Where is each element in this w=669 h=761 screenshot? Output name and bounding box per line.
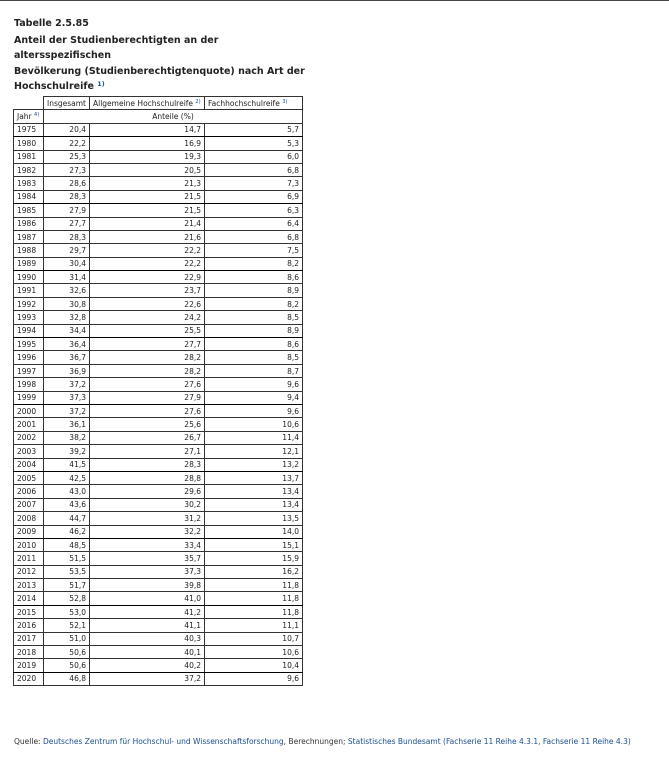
year-cell: 1983 xyxy=(14,177,44,190)
year-cell: 1986 xyxy=(14,217,44,230)
fachhochschul-cell: 10,4 xyxy=(205,659,303,672)
insgesamt-cell: 31,4 xyxy=(44,271,90,284)
table-row xyxy=(14,297,303,310)
table-row xyxy=(14,177,303,190)
allgemeine-cell: 41,2 xyxy=(90,605,205,618)
fachhochschul-cell: 8,7 xyxy=(205,364,303,377)
fachhochschul-cell: 8,2 xyxy=(205,257,303,270)
top-rule xyxy=(0,0,669,1)
title-line-2: Bevölkerung (Studienberechtigtenquote) nach Art der xyxy=(14,65,305,77)
insgesamt-cell: 39,2 xyxy=(44,445,90,458)
title-line-3: Hochschulreife xyxy=(14,81,94,92)
allgemeine-cell: 16,9 xyxy=(90,137,205,150)
table-row xyxy=(14,525,303,538)
fachhochschul-cell: 6,9 xyxy=(205,190,303,203)
table-row xyxy=(14,404,303,417)
table-row xyxy=(14,391,303,404)
year-cell: 1995 xyxy=(14,338,44,351)
fachhochschul-cell: 11,8 xyxy=(205,579,303,592)
source-link-fachserie-431[interactable]: Fachserie 11 Reihe 4.3.1 xyxy=(445,737,539,746)
insgesamt-cell: 36,4 xyxy=(44,338,90,351)
allgemeine-cell: 37,3 xyxy=(90,565,205,578)
year-cell: 1991 xyxy=(14,284,44,297)
fachhochschul-cell: 15,1 xyxy=(205,538,303,551)
header-jahr: Jahr $^{4)}$ xyxy=(14,110,44,123)
allgemeine-cell: 35,7 xyxy=(90,552,205,565)
insgesamt-cell: 46,8 xyxy=(44,672,90,685)
fachhochschul-cell: 7,3 xyxy=(205,177,303,190)
table-row xyxy=(14,445,303,458)
year-cell: 1998 xyxy=(14,378,44,391)
table-row xyxy=(14,137,303,150)
fachhochschul-cell: 6,4 xyxy=(205,217,303,230)
header-blank-cell xyxy=(14,97,44,110)
year-cell: 2001 xyxy=(14,418,44,431)
table-row xyxy=(14,271,303,284)
fachhochschul-cell: 11,4 xyxy=(205,431,303,444)
source-link-dzhw[interactable]: Deutsches Zentrum für Hochschul- und Wissenschaftsforschung xyxy=(42,737,284,746)
insgesamt-cell: 43,6 xyxy=(44,498,90,511)
insgesamt-cell: 37,2 xyxy=(44,404,90,417)
allgemeine-cell: 21,4 xyxy=(90,217,205,230)
year-cell: 2020 xyxy=(14,672,44,685)
allgemeine-cell: 27,1 xyxy=(90,445,205,458)
allgemeine-cell: 27,6 xyxy=(90,404,205,417)
source-footer xyxy=(14,737,631,746)
table-number: Tabelle 2.5.85 xyxy=(14,18,89,29)
insgesamt-cell: 42,5 xyxy=(44,471,90,484)
table-row xyxy=(14,498,303,511)
table-row xyxy=(14,512,303,525)
source-paren-close: ) xyxy=(627,737,631,746)
source-link-fachserie-43[interactable]: Fachserie 11 Reihe 4.3 xyxy=(542,737,628,746)
year-cell: 2004 xyxy=(14,458,44,471)
insgesamt-cell: 38,2 xyxy=(44,431,90,444)
allgemeine-cell: 27,9 xyxy=(90,391,205,404)
year-cell: 2005 xyxy=(14,471,44,484)
year-cell: 2011 xyxy=(14,552,44,565)
fachhochschul-cell: 9,6 xyxy=(205,404,303,417)
year-cell: 1987 xyxy=(14,230,44,243)
allgemeine-cell: 25,5 xyxy=(90,324,205,337)
fachhochschul-cell: 10,6 xyxy=(205,418,303,431)
source-middle-text: , Berechnungen; xyxy=(283,737,348,746)
allgemeine-cell: 21,5 xyxy=(90,190,205,203)
insgesamt-cell: 52,8 xyxy=(44,592,90,605)
year-cell: 1999 xyxy=(14,391,44,404)
fachhochschul-cell: 6,3 xyxy=(205,204,303,217)
source-link-destatis[interactable]: Statistisches Bundesamt xyxy=(347,737,441,746)
allgemeine-cell: 14,7 xyxy=(90,123,205,136)
insgesamt-cell: 32,8 xyxy=(44,311,90,324)
table-row xyxy=(14,338,303,351)
fachhochschul-cell: 8,6 xyxy=(205,271,303,284)
allgemeine-cell: 39,8 xyxy=(90,579,205,592)
allgemeine-cell: 21,6 xyxy=(90,230,205,243)
header-row xyxy=(14,97,303,110)
insgesamt-cell: 34,4 xyxy=(44,324,90,337)
table-row xyxy=(14,632,303,645)
year-cell: 1994 xyxy=(14,324,44,337)
insgesamt-cell: 36,1 xyxy=(44,418,90,431)
insgesamt-cell: 50,6 xyxy=(44,659,90,672)
allgemeine-cell: 40,2 xyxy=(90,659,205,672)
fachhochschul-cell: 10,6 xyxy=(205,646,303,659)
table-row xyxy=(14,324,303,337)
insgesamt-cell: 36,9 xyxy=(44,364,90,377)
allgemeine-cell: 23,7 xyxy=(90,284,205,297)
allgemeine-cell: 26,7 xyxy=(90,431,205,444)
allgemeine-cell: 41,1 xyxy=(90,619,205,632)
table-row xyxy=(14,378,303,391)
year-cell: 1975 xyxy=(14,123,44,136)
fachhochschul-cell: 11,8 xyxy=(205,605,303,618)
fachhochschul-cell: 6,0 xyxy=(205,150,303,163)
table-row xyxy=(14,565,303,578)
insgesamt-cell: 52,1 xyxy=(44,619,90,632)
fachhochschul-cell: 9,6 xyxy=(205,378,303,391)
insgesamt-cell: 50,6 xyxy=(44,646,90,659)
fachhochschul-cell: 11,1 xyxy=(205,619,303,632)
fachhochschul-cell: 8,9 xyxy=(205,284,303,297)
table-heading xyxy=(14,16,314,95)
header-footnote-3[interactable]: 3) xyxy=(282,98,288,105)
allgemeine-cell: 29,6 xyxy=(90,485,205,498)
year-cell: 2008 xyxy=(14,512,44,525)
year-cell: 1988 xyxy=(14,244,44,257)
year-cell: 1997 xyxy=(14,364,44,377)
fachhochschul-cell: 10,7 xyxy=(205,632,303,645)
insgesamt-cell: 37,2 xyxy=(44,378,90,391)
table-row xyxy=(14,646,303,659)
fachhochschul-cell: 12,1 xyxy=(205,445,303,458)
year-cell: 2002 xyxy=(14,431,44,444)
table-row xyxy=(14,418,303,431)
fachhochschul-cell: 8,5 xyxy=(205,351,303,364)
title-line-1: Anteil der Studienberechtigten an der altersspezifischen xyxy=(14,34,219,61)
fachhochschul-cell: 14,0 xyxy=(205,525,303,538)
header-insgesamt: Insgesamt xyxy=(44,97,90,110)
year-cell: 2010 xyxy=(14,538,44,551)
fachhochschul-cell: 9,4 xyxy=(205,391,303,404)
fachhochschul-cell: 8,5 xyxy=(205,311,303,324)
allgemeine-cell: 22,6 xyxy=(90,297,205,310)
table-row xyxy=(14,592,303,605)
allgemeine-cell: 19,3 xyxy=(90,150,205,163)
units-row xyxy=(14,110,303,123)
table-row xyxy=(14,364,303,377)
allgemeine-cell: 20,5 xyxy=(90,163,205,176)
header-fachhochschulreife: Fachhochschulreife $^{3)}$ xyxy=(205,97,303,110)
insgesamt-cell: 48,5 xyxy=(44,538,90,551)
allgemeine-cell: 28,2 xyxy=(90,364,205,377)
table-row xyxy=(14,150,303,163)
fachhochschul-cell: 11,8 xyxy=(205,592,303,605)
year-cell: 2012 xyxy=(14,565,44,578)
table-row xyxy=(14,123,303,136)
allgemeine-cell: 32,2 xyxy=(90,525,205,538)
insgesamt-cell: 53,5 xyxy=(44,565,90,578)
table-row xyxy=(14,284,303,297)
allgemeine-cell: 27,6 xyxy=(90,378,205,391)
year-cell: 1982 xyxy=(14,163,44,176)
table-row xyxy=(14,431,303,444)
table-row xyxy=(14,217,303,230)
header-footnote-4[interactable]: 4) xyxy=(34,112,40,119)
year-cell: 1992 xyxy=(14,297,44,310)
fachhochschul-cell: 13,5 xyxy=(205,512,303,525)
table-row xyxy=(14,351,303,364)
allgemeine-cell: 22,9 xyxy=(90,271,205,284)
allgemeine-cell: 31,2 xyxy=(90,512,205,525)
allgemeine-cell: 21,5 xyxy=(90,204,205,217)
insgesamt-cell: 28,3 xyxy=(44,230,90,243)
source-comma: , xyxy=(538,737,543,746)
table-row xyxy=(14,244,303,257)
allgemeine-cell: 28,8 xyxy=(90,471,205,484)
year-cell: 2007 xyxy=(14,498,44,511)
table-row xyxy=(14,204,303,217)
year-cell: 2017 xyxy=(14,632,44,645)
year-cell: 2016 xyxy=(14,619,44,632)
table-body xyxy=(14,123,303,685)
year-cell: 2009 xyxy=(14,525,44,538)
allgemeine-cell: 33,4 xyxy=(90,538,205,551)
insgesamt-cell: 32,6 xyxy=(44,284,90,297)
fachhochschul-cell: 15,9 xyxy=(205,552,303,565)
insgesamt-cell: 25,3 xyxy=(44,150,90,163)
header-footnote-2[interactable]: 2) xyxy=(195,98,201,105)
allgemeine-cell: 21,3 xyxy=(90,177,205,190)
table-row xyxy=(14,163,303,176)
fachhochschul-cell: 16,2 xyxy=(205,565,303,578)
insgesamt-cell: 41,5 xyxy=(44,458,90,471)
insgesamt-cell: 28,6 xyxy=(44,177,90,190)
table-row xyxy=(14,659,303,672)
year-cell: 1985 xyxy=(14,204,44,217)
insgesamt-cell: 44,7 xyxy=(44,512,90,525)
allgemeine-cell: 28,3 xyxy=(90,458,205,471)
insgesamt-cell: 22,2 xyxy=(44,137,90,150)
insgesamt-cell: 27,7 xyxy=(44,217,90,230)
insgesamt-cell: 43,0 xyxy=(44,485,90,498)
fachhochschul-cell: 13,4 xyxy=(205,498,303,511)
insgesamt-cell: 46,2 xyxy=(44,525,90,538)
year-cell: 1980 xyxy=(14,137,44,150)
insgesamt-cell: 51,5 xyxy=(44,552,90,565)
table-row xyxy=(14,552,303,565)
fachhochschul-cell: 13,2 xyxy=(205,458,303,471)
fachhochschul-cell: 8,2 xyxy=(205,297,303,310)
table-row xyxy=(14,538,303,551)
insgesamt-cell: 27,3 xyxy=(44,163,90,176)
year-cell: 2000 xyxy=(14,404,44,417)
table-row xyxy=(14,619,303,632)
insgesamt-cell: 30,8 xyxy=(44,297,90,310)
data-table xyxy=(13,96,303,686)
insgesamt-cell: 27,9 xyxy=(44,204,90,217)
fachhochschul-cell: 13,4 xyxy=(205,485,303,498)
allgemeine-cell: 22,2 xyxy=(90,257,205,270)
year-cell: 2019 xyxy=(14,659,44,672)
year-cell: 1981 xyxy=(14,150,44,163)
fachhochschul-cell: 8,6 xyxy=(205,338,303,351)
year-cell: 2018 xyxy=(14,646,44,659)
table-row xyxy=(14,579,303,592)
table-row xyxy=(14,257,303,270)
fachhochschul-cell: 8,9 xyxy=(205,324,303,337)
table-row xyxy=(14,672,303,685)
table-row xyxy=(14,485,303,498)
allgemeine-cell: 27,7 xyxy=(90,338,205,351)
insgesamt-cell: 28,3 xyxy=(44,190,90,203)
table-row xyxy=(14,458,303,471)
fachhochschul-cell: 9,6 xyxy=(205,672,303,685)
table-row xyxy=(14,190,303,203)
insgesamt-cell: 30,4 xyxy=(44,257,90,270)
year-cell: 1989 xyxy=(14,257,44,270)
year-cell: 2015 xyxy=(14,605,44,618)
units-label: Anteile (%) xyxy=(44,110,303,123)
insgesamt-cell: 51,7 xyxy=(44,579,90,592)
fachhochschul-cell: 5,7 xyxy=(205,123,303,136)
year-cell: 1984 xyxy=(14,190,44,203)
insgesamt-cell: 29,7 xyxy=(44,244,90,257)
allgemeine-cell: 37,2 xyxy=(90,672,205,685)
table-row xyxy=(14,311,303,324)
allgemeine-cell: 22,2 xyxy=(90,244,205,257)
fachhochschul-cell: 7,5 xyxy=(205,244,303,257)
allgemeine-cell: 30,2 xyxy=(90,498,205,511)
allgemeine-cell: 40,3 xyxy=(90,632,205,645)
insgesamt-cell: 51,0 xyxy=(44,632,90,645)
insgesamt-cell: 36,7 xyxy=(44,351,90,364)
allgemeine-cell: 40,1 xyxy=(90,646,205,659)
fachhochschul-cell: 6,8 xyxy=(205,230,303,243)
title-footnote-link[interactable]: 1) xyxy=(97,80,105,88)
table-row xyxy=(14,471,303,484)
source-paren-open: ( xyxy=(440,737,446,746)
allgemeine-cell: 41,0 xyxy=(90,592,205,605)
fachhochschul-cell: 13,7 xyxy=(205,471,303,484)
allgemeine-cell: 28,2 xyxy=(90,351,205,364)
allgemeine-cell: 24,2 xyxy=(90,311,205,324)
year-cell: 2014 xyxy=(14,592,44,605)
source-prefix: Quelle: xyxy=(14,737,43,746)
insgesamt-cell: 53,0 xyxy=(44,605,90,618)
insgesamt-cell: 20,4 xyxy=(44,123,90,136)
header-allgemeine-hochschulreife: Allgemeine Hochschulreife $^{2)}$ xyxy=(90,97,205,110)
insgesamt-cell: 37,3 xyxy=(44,391,90,404)
allgemeine-cell: 25,6 xyxy=(90,418,205,431)
year-cell: 2003 xyxy=(14,445,44,458)
table-row xyxy=(14,605,303,618)
fachhochschul-cell: 5,3 xyxy=(205,137,303,150)
year-cell: 2006 xyxy=(14,485,44,498)
fachhochschul-cell: 6,8 xyxy=(205,163,303,176)
year-cell: 1996 xyxy=(14,351,44,364)
year-cell: 2013 xyxy=(14,579,44,592)
year-cell: 1990 xyxy=(14,271,44,284)
year-cell: 1993 xyxy=(14,311,44,324)
table-row xyxy=(14,230,303,243)
